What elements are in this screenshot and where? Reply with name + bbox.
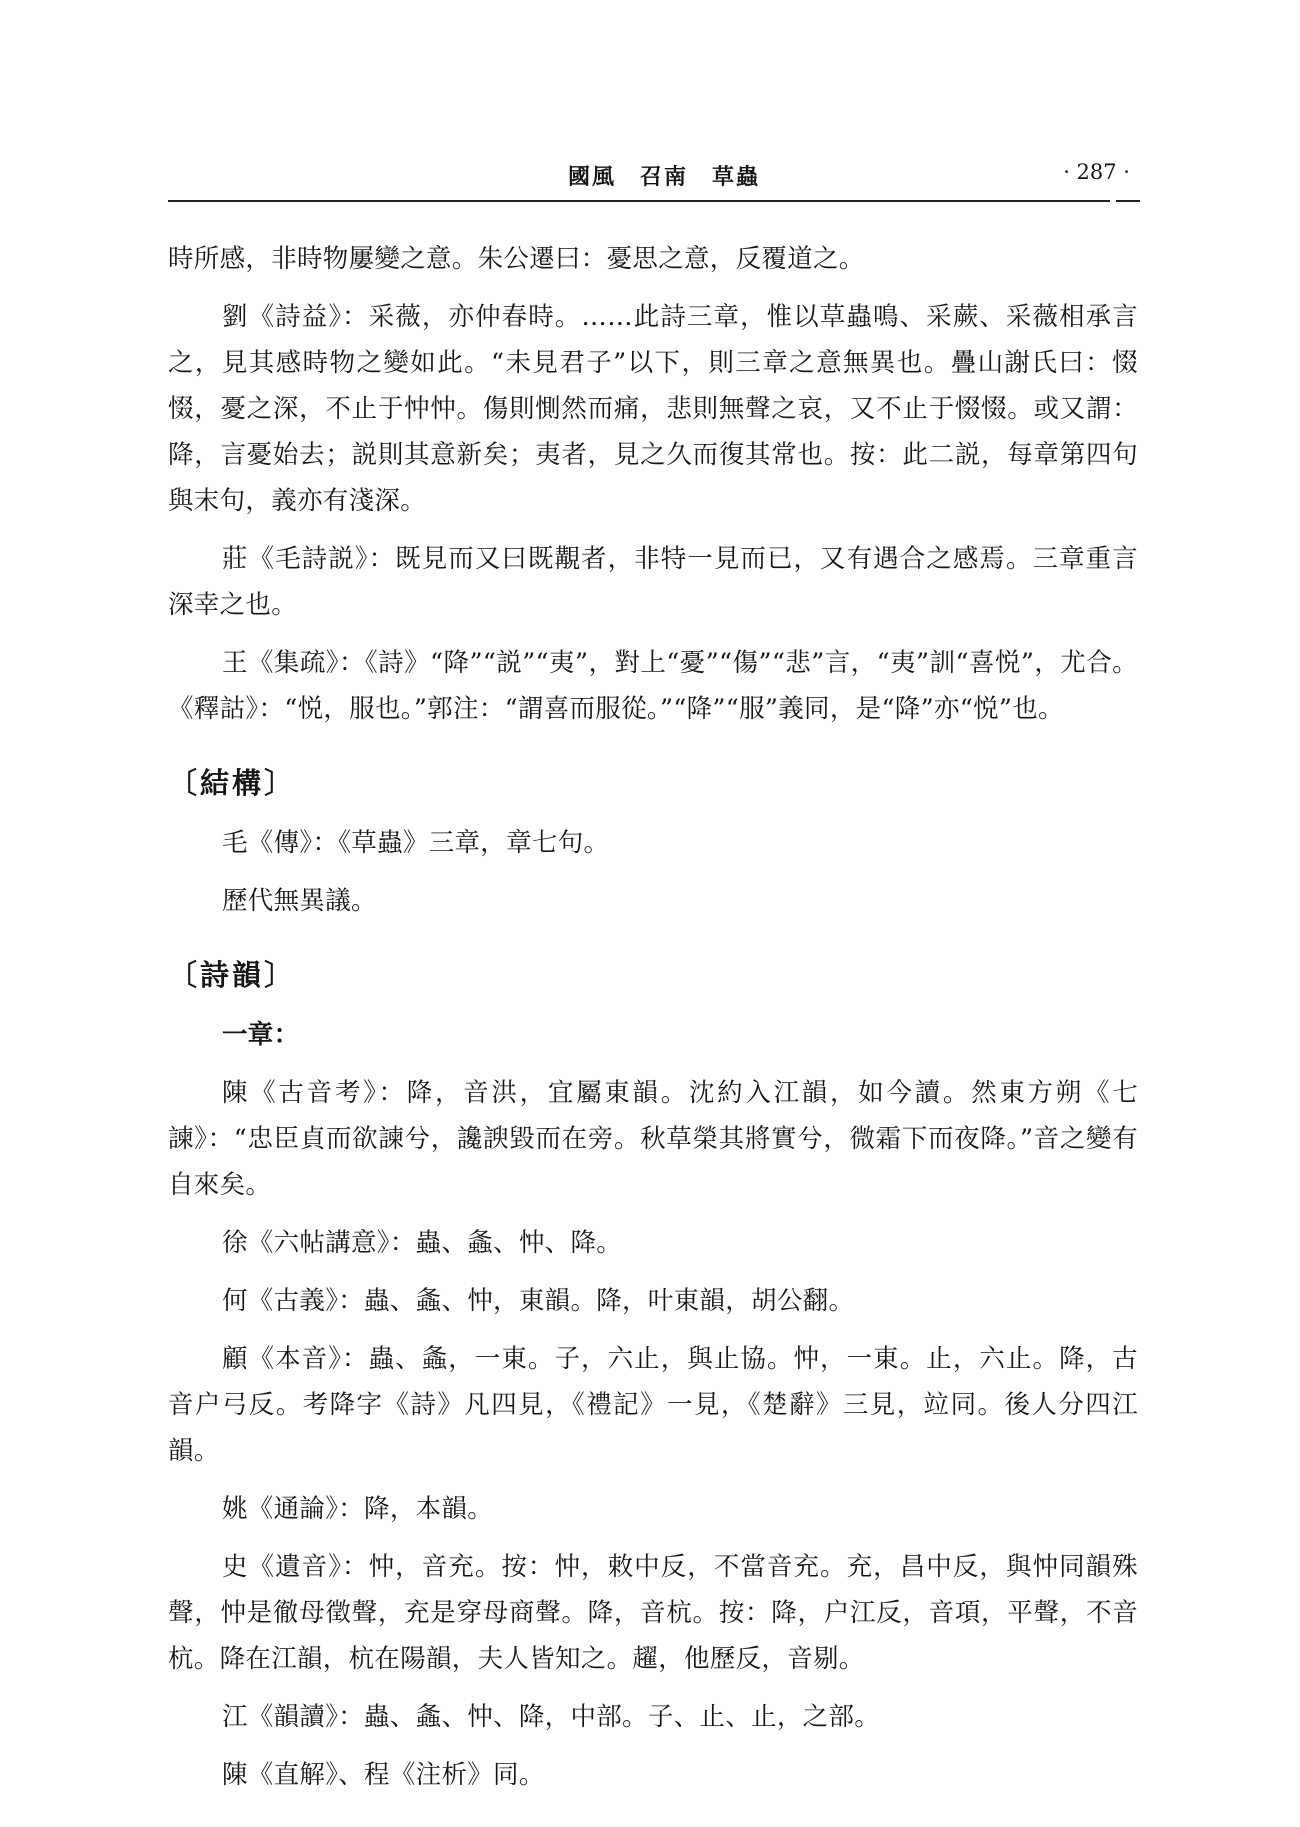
continued-paragraph: 時所感，非時物屢變之意。朱公遷曰：憂思之意，反覆道之。 bbox=[168, 244, 865, 274]
rhyme-paragraph: 史《遺音》：忡，音充。按：忡，敕中反，不當音充。充，昌中反，與忡同韻殊聲，忡是徹母徵聲，充是穿母商聲。降，音杭。按：降，户江反，音項，平聲，不音杭。降在江韻，杭在陽韻，夫人皆知之。趯，他歷反，音剔。 bbox=[168, 1552, 1138, 1674]
rhyme-paragraph: 陳《古音考》：降，音洪，宜屬東韻。沈約入江韻，如今讀。然東方朔《七諫》：“忠臣貞而欲諫兮，讒諛毀而在旁。秋草榮其將實兮，微霜下而夜降。”音之變有自來矣。 bbox=[168, 1078, 1138, 1200]
rhyme-paragraph: 顧《本音》：蟲、螽，一東。子，六止，與止協。忡，一東。止，六止。降，古音户弓反。考降字《詩》凡四見，《禮記》一見，《楚辭》三見，竝同。後人分四江韻。 bbox=[168, 1344, 1138, 1466]
running-title: 國風 召南 草蟲 bbox=[568, 164, 761, 190]
running-header bbox=[168, 158, 1140, 200]
section-heading-structure: 〔結構〕 bbox=[168, 766, 297, 800]
rhyme-paragraph: 徐《六帖講意》：蟲、螽、忡、降。 bbox=[222, 1228, 623, 1258]
structure-paragraph: 毛《傳》：《草蟲》三章，章七句。 bbox=[222, 828, 610, 858]
header-rule-tail bbox=[1116, 200, 1140, 202]
commentary-wang: 王《集疏》：《詩》“降”“説”“夷”，對上“憂”“傷”“悲”言，“夷”訓“喜悦”，尤合。《釋詁》：“悦，服也。”郭注：“謂喜而服從。”“降”“服”義同，是“降”亦“悦”也。 bbox=[168, 648, 1138, 724]
rhyme-paragraph: 何《古義》：蟲、螽、忡，東韻。降，叶東韻，胡公翻。 bbox=[222, 1286, 855, 1316]
page-body bbox=[168, 236, 1138, 1810]
commentary-liu: 劉《詩益》：采薇，亦仲春時。……此詩三章，惟以草蟲鳴、采蕨、采薇相承言之，見其感時物之變如此。“未見君子”以下，則三章之意無異也。疊山謝氏曰：惙惙，憂之深，不止于忡忡。傷則惻然而痛，悲則無聲之哀，又不止于惙惙。或又謂：降，言憂始去；説則其意新矣；夷者，見之久而復其常也。按：此二説，每章第四句與末句，義亦有淺深。 bbox=[168, 302, 1138, 516]
rhyme-paragraph: 姚《通論》：降，本韻。 bbox=[222, 1494, 494, 1524]
rhyme-paragraph: 陳《直解》、程《注析》同。 bbox=[222, 1760, 545, 1790]
chapter-label: 一章： bbox=[222, 1020, 300, 1050]
page-number: · 287 · bbox=[1063, 160, 1130, 184]
header-rule bbox=[168, 200, 1110, 202]
structure-paragraph: 歷代無異議。 bbox=[222, 886, 377, 916]
section-heading-rhyme: 〔詩韻〕 bbox=[168, 958, 297, 992]
rhyme-paragraph: 江《韻讀》：蟲、螽、忡、降，中部。子、止、止，之部。 bbox=[222, 1702, 881, 1732]
commentary-zhuang: 莊《毛詩説》：既見而又曰既覯者，非特一見而已，又有遇合之感焉。三章重言深幸之也。 bbox=[168, 544, 1138, 620]
